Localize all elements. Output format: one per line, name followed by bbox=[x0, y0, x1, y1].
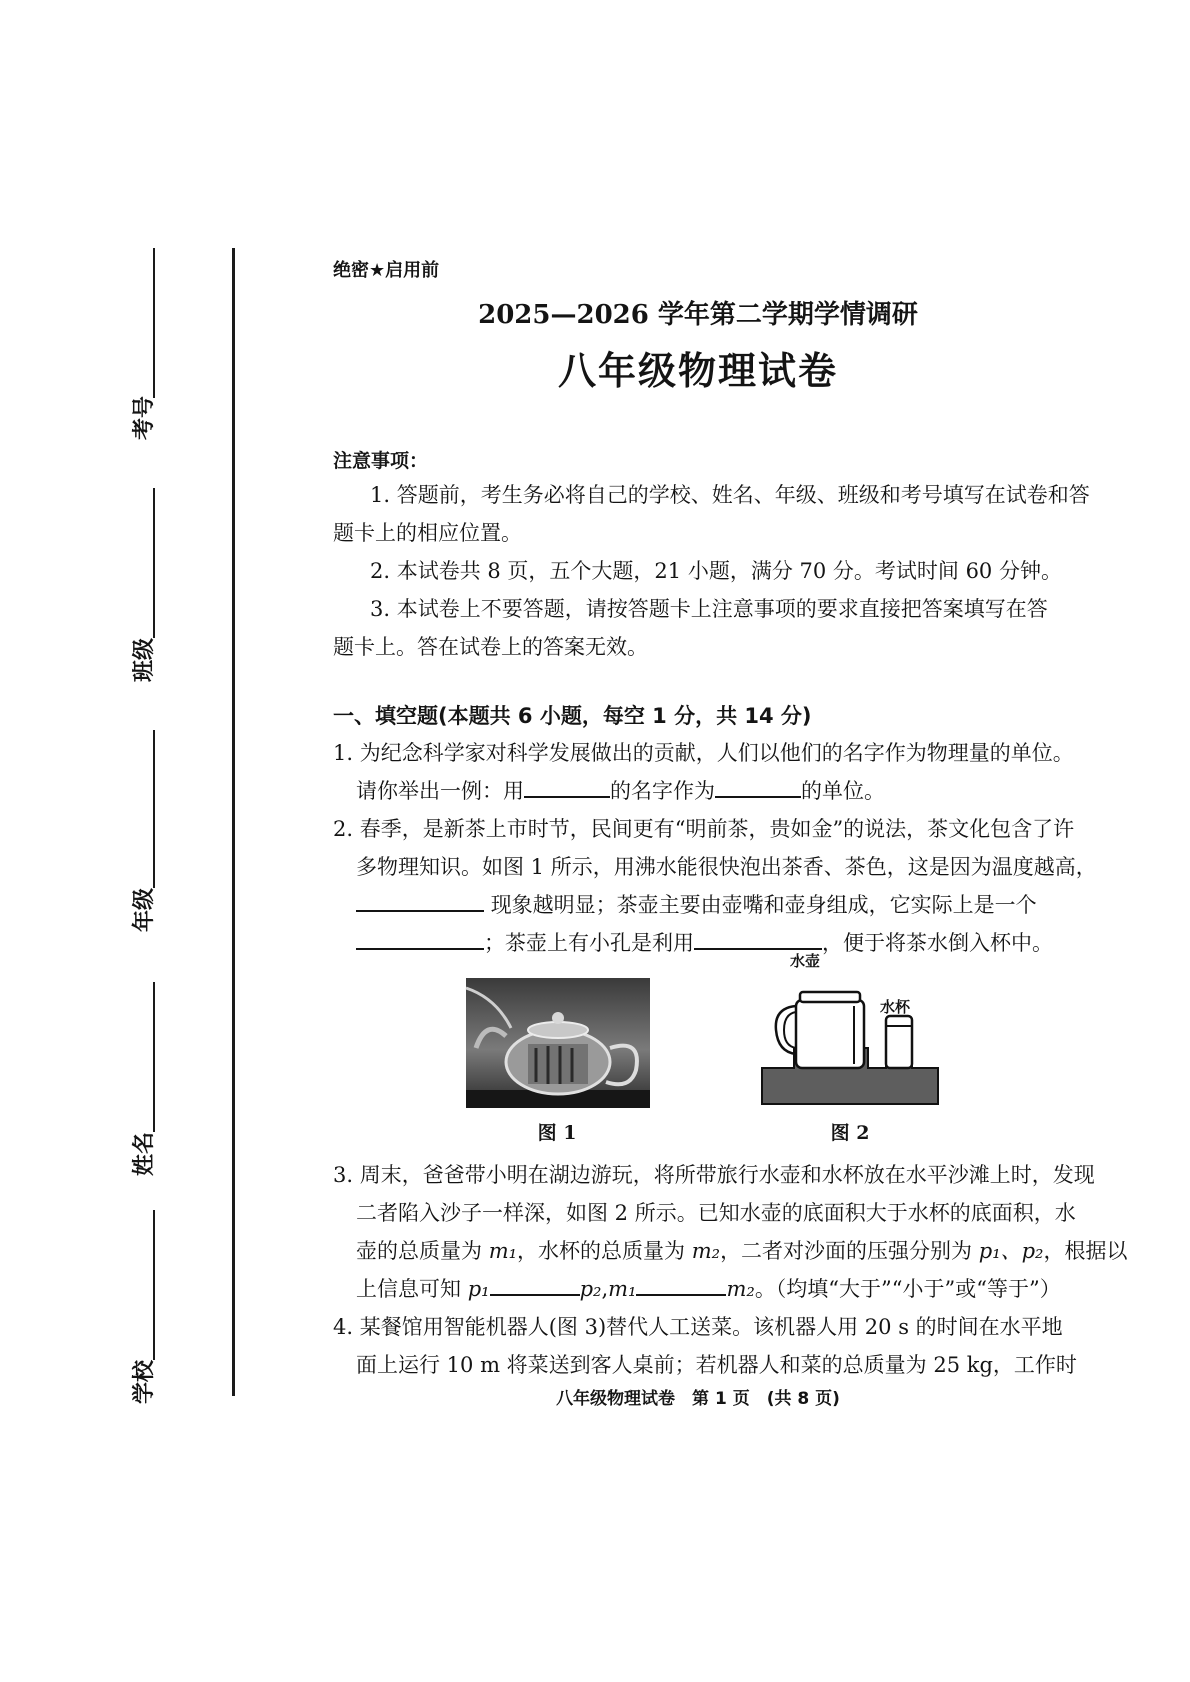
q2-line-4 bbox=[356, 928, 1063, 958]
notice-item-2: 2. 本试卷共 8 页，五个大题，21 小题，满分 70 分。考试时间 60 分钟。 bbox=[370, 559, 1062, 583]
notice-item-1: 1. 答题前，考生务必将自己的学校、姓名、年级、班级和考号填写在试卷和答 bbox=[370, 483, 1090, 507]
notice-item-3: 3. 本试卷上不要答题，请按答题卡上注意事项的要求直接把答案填写在答 bbox=[370, 597, 1048, 621]
figure-2-caption: 图 2 bbox=[830, 1122, 870, 1144]
exam-number-line bbox=[153, 248, 155, 398]
q1-text-a: 请你举出一例：用 bbox=[356, 779, 524, 803]
answer-blank[interactable] bbox=[490, 1274, 580, 1296]
q1-text-c: 的单位。 bbox=[801, 779, 885, 803]
q3-text-b: ，水杯的总质量为 bbox=[517, 1239, 692, 1263]
answer-blank[interactable] bbox=[715, 776, 801, 798]
q2-line-2: 多物理知识。如图 1 所示，用沸水能很快泡出茶香、茶色，这是因为温度越高， bbox=[356, 855, 1097, 879]
q3-text-d: ，根据以 bbox=[1043, 1239, 1128, 1263]
symbol-p1: p₁ bbox=[467, 1277, 490, 1301]
q2-text-d: ；茶壶上有小孔是利用 bbox=[484, 931, 694, 955]
q3-text-f: 。（均填“大于”“小于”或“等于”） bbox=[754, 1277, 1061, 1301]
symbol-p1-p2: p₁、p₂ bbox=[978, 1239, 1044, 1263]
name-label: 姓名 bbox=[132, 1132, 157, 1177]
answer-blank[interactable] bbox=[524, 776, 610, 798]
class-line bbox=[153, 488, 155, 638]
q3-line-1: 3. 周末，爸爸带小明在湖边游玩，将所带旅行水壶和水杯放在水平沙滩上时，发现 bbox=[333, 1163, 1095, 1187]
symbol-m2: m₂ bbox=[691, 1239, 721, 1263]
q2-line-3 bbox=[356, 890, 1063, 920]
figure-1-teapot-photo bbox=[466, 978, 650, 1108]
school-line bbox=[153, 1210, 155, 1360]
kettle-label: 水壶 bbox=[790, 952, 821, 970]
cup-label: 水杯 bbox=[880, 998, 911, 1016]
class-label: 班级 bbox=[132, 638, 157, 683]
symbol-m1: m₁ bbox=[608, 1277, 637, 1301]
q3-text-c: ，二者对沙面的压强分别为 bbox=[720, 1239, 979, 1263]
confidential-mark: 绝密★启用前 bbox=[333, 260, 440, 281]
answer-blank[interactable] bbox=[356, 928, 484, 950]
figure-1-caption: 图 1 bbox=[537, 1122, 577, 1144]
q4-line-1: 4. 某餐馆用智能机器人(图 3)替代人工送菜。该机器人用 20 s 的时间在水平地 bbox=[333, 1315, 1063, 1339]
name-line bbox=[153, 982, 155, 1132]
exam-number-label: 考号 bbox=[132, 396, 157, 441]
q3-text-a: 壶的总质量为 bbox=[356, 1239, 489, 1263]
q1-text-b: 的名字作为 bbox=[610, 779, 715, 803]
q3-line-3 bbox=[356, 1236, 1128, 1266]
answer-blank[interactable] bbox=[694, 928, 822, 950]
binding-divider-line bbox=[232, 248, 235, 1396]
grade-label: 年级 bbox=[132, 888, 157, 933]
section-heading: 一、填空题(本题共 6 小题，每空 1 分，共 14 分) bbox=[333, 704, 812, 728]
notice-heading: 注意事项： bbox=[333, 450, 429, 472]
symbol-p2: p₂ bbox=[579, 1277, 602, 1301]
school-label: 学校 bbox=[132, 1360, 157, 1405]
q2-text-e: ，便于将茶水倒入杯中。 bbox=[822, 931, 1053, 955]
q2-text-c: 现象越明显；茶壶主要由壶嘴和壶身组成，它实际上是一个 bbox=[490, 893, 1037, 917]
page-footer: 八年级物理试卷 第 1 页 (共 8 页) bbox=[556, 1389, 840, 1409]
answer-blank[interactable] bbox=[636, 1274, 726, 1296]
symbol-m1: m₁ bbox=[488, 1239, 518, 1263]
q3-text-e: 上信息可知 bbox=[356, 1277, 468, 1301]
exam-title: 八年级物理试卷 bbox=[557, 349, 838, 393]
grade-line bbox=[153, 730, 155, 888]
symbol-m2: m₂ bbox=[726, 1277, 755, 1301]
q3-line-2: 二者陷入沙子一样深，如图 2 所示。已知水壶的底面积大于水杯的底面积，水 bbox=[356, 1201, 1076, 1225]
q4-line-2: 面上运行 10 m 将菜送到客人桌前；若机器人和菜的总质量为 25 kg，工作时 bbox=[356, 1353, 1077, 1377]
figure-2-kettle-cup-diagram bbox=[760, 960, 940, 1108]
answer-blank[interactable] bbox=[356, 890, 484, 912]
q1-line-2 bbox=[356, 776, 1063, 806]
q1-line-1: 1. 为纪念科学家对科学发展做出的贡献，人们以他们的名字作为物理量的单位。 bbox=[333, 741, 1074, 765]
q3-line-4: 上信息可知 p₁ p₂,m₁ m₂。（均填“大于”“小于”或“等于”） bbox=[356, 1274, 1063, 1304]
notice-item-3-cont: 题卡上。答在试卷上的答案无效。 bbox=[333, 635, 648, 659]
exam-subtitle: 2025—2026 学年第二学期学情调研 bbox=[478, 300, 918, 330]
q2-line-1: 2. 春季，是新茶上市时节，民间更有“明前茶，贵如金”的说法，茶文化包含了许 bbox=[333, 817, 1075, 841]
notice-item-1-cont: 题卡上的相应位置。 bbox=[333, 521, 522, 545]
